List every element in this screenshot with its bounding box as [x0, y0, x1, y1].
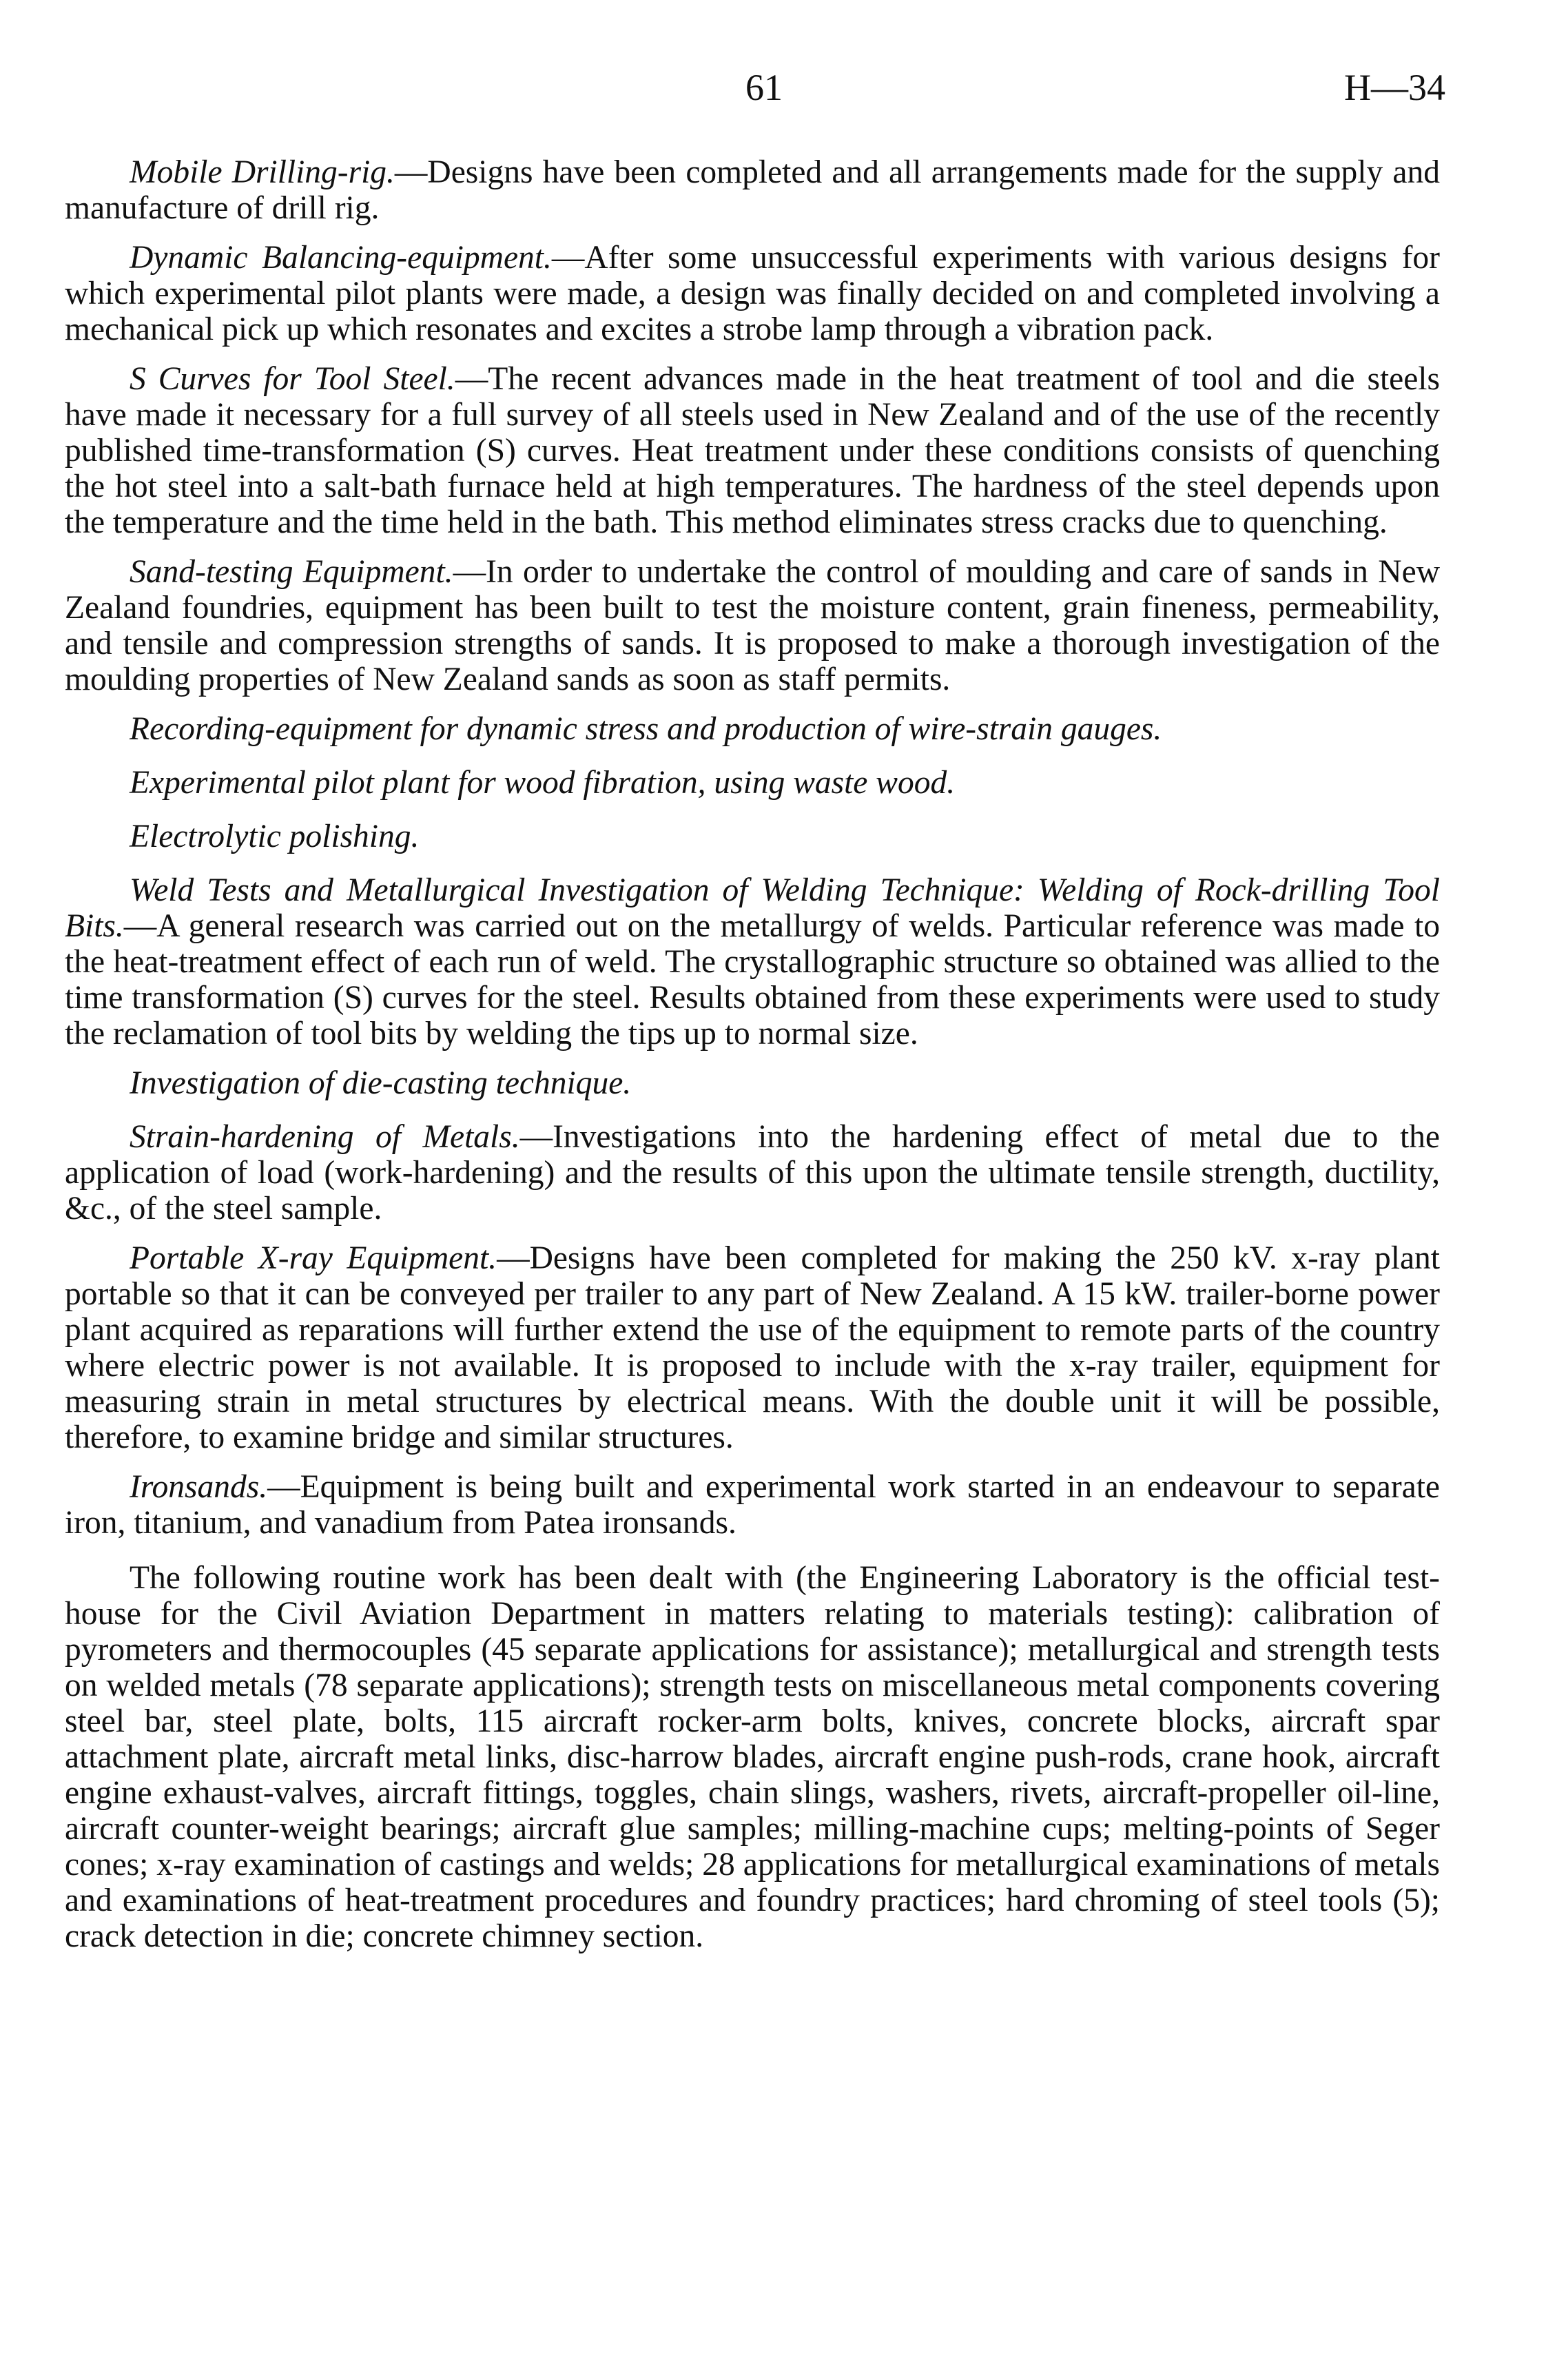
paragraph-text: —Designs have been completed and all arrangements made for the supply and manufacture of drill rig. [65, 154, 1440, 226]
paragraph-electrolytic-polishing [65, 819, 1440, 854]
paragraph-heading: Sand-testing Equipment. [130, 554, 453, 590]
paragraph-portable-x-ray [65, 1240, 1440, 1455]
series-code: H—34 [1344, 67, 1445, 108]
body-text [65, 154, 1440, 1968]
paragraph-ironsands [65, 1469, 1440, 1541]
paragraph-heading: Portable X-ray Equipment. [130, 1240, 497, 1276]
paragraph-heading: Electrolytic polishing. [130, 819, 420, 854]
paragraph-heading: Mobile Drilling-rig. [130, 154, 395, 190]
paragraph-routine-work [65, 1560, 1440, 1954]
paragraph-text: —Equipment is being built and experimental work started in an endeavour to separate iron, titanium, and vanadium from Patea ironsands. [65, 1469, 1440, 1541]
paragraph-heading: Investigation of die-casting technique. [130, 1065, 632, 1101]
paragraph-weld-tests [65, 872, 1440, 1051]
paragraph-strain-hardening [65, 1119, 1440, 1227]
paragraph-heading: Strain-hardening of Metals. [130, 1119, 520, 1155]
paragraph-heading: Recording-equipment for dynamic stress and production of wire-strain gauges. [130, 711, 1162, 747]
paragraph-heading: Weld Tests and Metallurgical Investigation of Welding Technique: Welding of Rock-drilling Tool Bits. [65, 872, 1440, 944]
paragraph-mobile-drilling-rig [65, 154, 1440, 226]
paragraph-die-casting [65, 1065, 1440, 1101]
paragraph-s-curves [65, 361, 1440, 540]
paragraph-text: —Designs have been completed for making the 250 kV. x-ray plant portable so that it can be conveyed per trailer to any part of New Zealand. A 15 kW. trailer-borne power plant acquired as reparations will further extend the use of the equipment to remote parts of the country where electric power is not available. It is proposed to include with the x-ray trailer, equipment for measuring strain in metal structures by electrical means. With the double unit it will be possible, therefore, to examine bridge and similar structures. [65, 1240, 1440, 1455]
page-header [0, 66, 1546, 121]
paragraph-heading: Experimental pilot plant for wood fibration, using waste wood. [130, 765, 956, 801]
page-number: 61 [745, 67, 783, 108]
paragraph-text: —A general research was carried out on the metallurgy of welds. Particular reference was made to the heat-treatment effect of each run of weld. The crystallographic structure so obtained was allied to the time transformation (S) curves for the steel. Results obtained from these experiments were used to study the reclamation of tool bits by welding the tips up to normal size. [65, 908, 1440, 1051]
paragraph-heading: S Curves for Tool Steel. [130, 361, 455, 397]
paragraph-text: The following routine work has been dealt with (the Engineering Laboratory is the official test-house for the Civil Aviation Department in matters relating to materials testing): calibration of pyrometers and thermocouples (45 separate applications for assistance); metallurgical and strength tests on welded metals (78 separate applications); strength tests on miscellaneous metal components covering steel bar, steel plate, bolts, 115 aircraft rocker-arm bolts, knives, concrete blocks, aircraft spar attachment plate, aircraft metal links, disc-harrow blades, aircraft engine push-rods, crane hook, aircraft engine exhaust-valves, aircraft fittings, toggles, chain slings, washers, rivets, aircraft-propeller oil-line, aircraft counter-weight bearings; aircraft glue samples; milling-machine cups; melting-points of Seger cones; x-ray examination of castings and welds; 28 applications for metallurgical examinations of metals and examinations of heat-treatment procedures and foundry practices; hard chroming of steel tools (5); crack detection in die; concrete chimney section. [65, 1560, 1440, 1954]
paragraph-text: —The recent advances made in the heat treatment of tool and die steels have made it necessary for a full survey of all steels used in New Zealand and of the use of the recently published time-transformation (S) curves. Heat treatment under these conditions consists of quenching the hot steel into a salt-bath furnace held at high temperatures. The hardness of the steel depends upon the temperature and the time held in the bath. This method eliminates stress cracks due to quenching. [65, 361, 1440, 540]
paragraph-wood-fibration [65, 765, 1440, 801]
paragraph-sand-testing [65, 554, 1440, 697]
paragraph-dynamic-balancing [65, 240, 1440, 347]
paragraph-heading: Ironsands. [130, 1469, 268, 1505]
paragraph-text: —In order to undertake the control of moulding and care of sands in New Zealand foundries, equipment has been built to test the moisture content, grain fineness, permeability, and tensile and compression strengths of sands. It is proposed to make a thorough investigation of the moulding properties of New Zealand sands as soon as staff permits. [65, 554, 1440, 697]
paragraph-text: —Investigations into the hardening effect of metal due to the application of load (work-hardening) and the results of this upon the ultimate tensile strength, ductility, &c., of the steel sample. [65, 1119, 1440, 1227]
paragraph-recording-equipment [65, 711, 1440, 747]
paragraph-heading: Dynamic Balancing-equipment. [130, 240, 552, 276]
paragraph-text: —After some unsuccessful experiments with various designs for which experimental pilot plants were made, a design was finally decided on and completed involving a mechanical pick up which resonates and excites a strobe lamp through a vibration pack. [65, 240, 1440, 347]
